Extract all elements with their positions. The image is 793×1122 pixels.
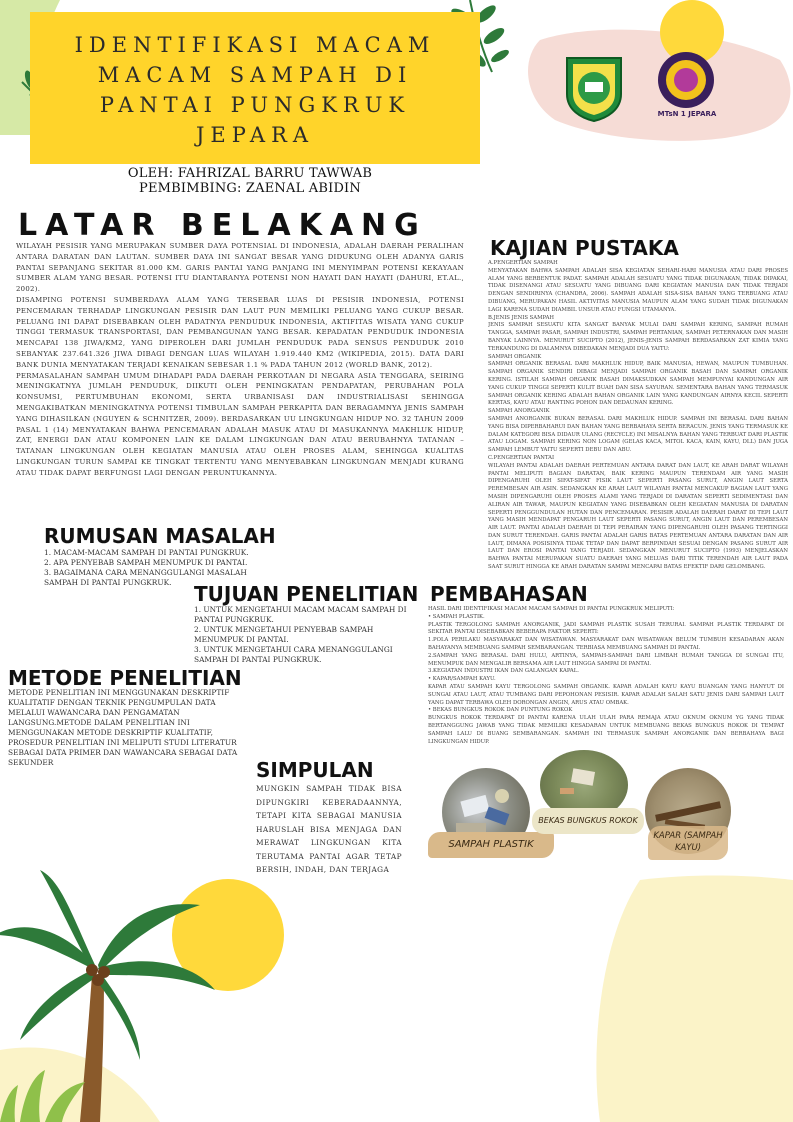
- tujuan-item-3: 3. UNTUK MENGETAHUI CARA MENANGGULANGI SAMPAH DI PANTAI PUNGKRUK.: [194, 645, 393, 664]
- latar-paragraph-3: PERMASALAHAN SAMPAH UMUM DIHADAPI PADA DAERAH PERKOTAAN DI NEGARA ASIA TENGGARA, SEIRING MENINGKATNYA JUMLAH PENDUDUK, DIIKUTI OLEH PENINGKATAN PENDAPATAN, PERUBAHAN POLA KONSUMSI, PERTUMBUHAN EKONOMI, SERTA URBANISASI DAN INDUSTRIALISASI SEHINGGA MENGAKIBATKAN MENINGKATNYA POTENSI TIMBULAN SAMPAH PERKAPITA DAN BERAGAMNYA JENIS SAMPAH YANG DIHASILKAN (NGUYEN & SCHNITZER, 2009). BERDASARKAN UU LINGKUNGAN HIDUP NO. 32 TAHUN 2009 PASAL 1 (14) MENYATAKAN BAHWA PENCEMARAN ADALAH MASUK ATAU DI MASUKANNYA MAKHLUK HIDUP, ZAT, ENERGI DAN ATAU KOMPONEN LAIN KE DALAM LINGKUNGAN DAN ATAU BERUBAHNYA TATANAN – TATANAN LINGKUNGAN OLEH KEGIATAN MANUSIA ATAU OLEH PROSES ALAM, SEHINGGA KUALITAS LINGKUNGAN TURUN SAMPAI KE TINGKAT TERTENTU YANG MENYEBABKAN LINGKUNGAN MENJADI KURANG ATAU TIDAK DAPAT BERFUNGSI LAGI DENGAN PERUNTUKANNYA.: [16, 371, 464, 477]
- pembahasan-text: HASIL DARI IDENTIFIKASI MACAM MACAM SAMPAH DI PANTAI PUNGKRUK MELIPUTI: • SAMPAH PLASTIK. PLASTIK TERGOLONG SAMPAH ANORGANIK, JADI SAMPAH PLASTIK SUSAH TERURAI. SAMPAH PLASTIK TERDAPAT DI SEKITAR PANTAI DISEBABKAN BEBERAPA FAKTOR SEPERTI: 1.POLA PERILAKU MASYARAKAT DAN WISATAWAN. MASYARAKAT DAN WISATAWAN BELUM TUMBUH KESADARAN AKAN BAHAYANYA MEMBUANG SAMPAH SEMBARANGAN. TERBIASA MEMBUANG SAMPAH DI PANTAI. 2.SAMPAH YANG BERASAL DARI HULU, ARTINYA, SAMPAH-SAMPAH DARI LIMBAH RUMAH TANGGA DI SUNGAI ITU, MENUMPUK DAN MENGALIR BERSAMA AIR LAUT HINGGA SAMPAI DI PANTAI. 3.KEGIATAN INDUSTRI IKAN DAN GALANGAN KAPAL. • KAPAR/SAMPAH KAYU. KAPAR ATAU SAMPAH KAYU TERGOLONG SAMPAH ORGANIK. KAPAR ADALAH KAYU KAYU BUANGAN YANG HANYUT DI SUNGAI ATAU LAUT, ATAU TUMBANG DARI PEPOHONAN PESISIR. KAPAR ADALAH SALAH SATU JENIS DARI SAMPAH LAUT YANG DAPAT TERBAWA OLEH DORONGAN ANGIN, ARUS ATAU OMBAK. • BEKAS BUNGKUS ROKOK DAN PUNTUNG ROKOK BUNGKUS ROKOK TERDAPAT DI PANTAI KARENA ULAH ULAH PARA REMAJA ATAU OKNUM OKNUM YG YANG TIDAK BERTANGGUNG JAWAB YANG TIDAK MEMILIKI KESADARAN UNTUK MEMBUANG BEKAS BUNGKUS ROKOK DI TEMPAT SAMPAH LALU DI BUANG SEMBARANGAN. SAMPAH INI TERMASUK SAMPAH ANORGANIK DAN BERBAHAYA BAGI LINGKUNGAN HIDUP.: [428, 606, 784, 745]
- heading-tujuan-penelitian: TUJUAN PENELITIAN: [194, 582, 419, 606]
- heading-simpulan: SIMPULAN: [256, 758, 374, 782]
- heading-pembahasan: PEMBAHASAN: [430, 582, 588, 606]
- simpulan-text: MUNGKIN SAMPAH TIDAK BISA DIPUNGKIRI KEBERADAANNYA, TETAPI KITA SEBAGAI MANUSIA HARUSLAH BISA MENJAGA DAN MERAWAT LINGKUNGAN KITA TERUTAMA PANTAI AGAR TETAP BERSIH, INDAH, DAN TERJAGA: [256, 784, 402, 874]
- label-sampah-plastik: SAMPAH PLASTIK: [448, 839, 534, 850]
- title-banner: [30, 12, 480, 164]
- tujuan-item-2: 2. UNTUK MENGETAHUI PENYEBAB SAMPAH MENUMPUK DI PANTAI.: [194, 625, 374, 644]
- heading-metode-penelitian: METODE PENELITIAN: [8, 666, 242, 690]
- kajian-pustaka-text: A.PENGERTIAN SAMPAH MENYATAKAN BAHWA SAMPAH ADALAH SISA KEGIATAN SEHARI-HARI MANUSIA ATAU DARI PROSES ALAM YANG BERBENTUK PADAT. SAMPAH ADALAH SESUATU YANG TIDAK DIGUNAKAN, TIDAK DIPAKAI, TIDAK DISENANGI ATAU SESUATU YANG DIBUANG DARI KEGIATAN MANUSIA DAN TIDAK TERJADI DENGAN SENDIRINYA (CHANDRA, 2006). SAMPAH ADALAH SISA-SISA BAHAN YANG TERBUANG ATAU DIBUANG, MERUPAKAN HASIL AKTIVITAS MANUSIA MAUPUN ALAM YANG SUDAH TIDAK DIGUNAKAN LAGI KARENA SUDAH DIAMBIL UNSUR ATAU FUNGSI UTAMANYA. B.JENIS JENIS SAMPAH JENIS SAMPAH SESUATU KITA SANGAT BANYAK MULAI DARI SAMPAH KERING, SAMPAH RUMAH TANGGA, SAMPAH PASAR, SAMPAH INDUSTRI, SAMPAH PERTANIAN, SAMPAH PETERNAKAN DAN MASIH BANYAK LAINNYA. MENURUT SUCIPTO (2012), JENIS-JENIS SAMPAH BERDASARKAN ZAT KIMIA YANG TERKANDUNG DI DALAMNYA DIBEDAKAN MENJADI DUA YAITU: SAMPAH ORGANIK SAMPAH ORGANIK BERASAL DARI MAKHLUK HIDUP, BAIK MANUSIA, HEWAN, MAUPUN TUMBUHAN. SAMPAH ORGANIK SENDIRI DIBAGI MENJADI SAMPAH ORGANIK BASAH DAN SAMPAH ORGANIK KERING. ISTILAH SAMPAH ORGANIK BASAH DIMAKSUDKAN SAMPAH MEMPUNYAI KANDUNGAN AIR YANG CUKUP TINGGI SEPERTI KULIT BUAH DAN SISA SAYURAN. SEMENTARA BAHAN YANG TERMASUK SAMPAH ORGANIK KERING ADALAH BAHAN ORGANIK LAIN YANG KANDUNGAN AIRNYA KECIL SEPERTI KERTAS, KAYU ATAU RANTING POHON DAN DEDAUNAN KERING. SAMPAH ANORGANIK SAMPAH ANORGANIK BUKAN BERASAL DARI MAKHLUK HIDUP. SAMPAH INI BERASAL DARI BAHAN YANG BISA DIPERBAHARUI DAN BAHAN YANG BERBAHAYA SERTA BERACUN. JENIS YANG TERMASUK KE DALAM KATEGORI BISA DIDAUR ULANG (RECYCLE) INI MISALNYA BAHAN YANG TERBUAT DARI PLASTIK ATAU LOGAM. SAMPAH KERING NON LOGAM (GELAS KACA, MITOL KACA, KAIN, KAYU, DLL) DAN JUGA SAMPAH LEMBUT YAITU SEPERTI DEBU DAN ABU. C.PENGERTIAN PANTAI WILAYAH PANTAI ADALAH DAERAH PERTEMUAN ANTARA DARAT DAN LAUT, KE ARAH DARAT WILAYAH PANTAI MELIPUTI BAGIAN DARATAN, BAIK KERING MAUPUN TERENDAM AIR YANG MASIH DIPENGARUHI OLEH SIFAT-SIFAT FISIK LAUT SEPERTI PASANG SURUT, ANGIN LAUT SERTA PEREMBESAN AIR ASIN. SEDANGKAN KE ARAH LAUT WILAYAH PANTAI MENCAKUP BAGIAN LAUT YANG MASIH DIPENGARUHI OLEH PROSES ALAMI YANG TERJADI DI DARATAN SEPERTI SEDIMENTASI DAN ALIRAN AIR TAWAR, MAUPUN KEGIATAN YANG DISEBABKAN OLEH KEGIATAN MANUSIA DI DARATAN SEPERTI PENGGUNDULAN HUTAN DAN PENCEMARAN. PESISIR ADALAH DAERAH DARAT DI TEPI LAUT YANG MASIH MENDAPAT PENGARUH LAUT SEPERTI PASANG SURUT, ANGIN LAUT DAN PEREMBESAN AIR LAUT. PANTAI ADALAH DAERAH DI TEPI PERAIRAN YANG DIPENGARUHI OLEH PASANG TERTINGGI DAN SURUT TERENDAH. GARIS PANTAI ADALAH GARIS BATAS PERTEMUAN ANTARA DARATAN DAN AIR LAUT, DIMANA POSISINYA TIDAK TETAP DAN DAPAT BERPINDAH SESUAI DENGAN PASANG SURUT AIR LAUT DAN EROSI PANTAI YANG TERJADI. SEDANGKAN MENURUT SUCIPTO (1993) MENJELASKAN BAHWA PANTAI MERUPAKAN SUATU DAERAH YANG MELUAS DARI TITIK TERENDAH AIR LAUT PADA SAAT SURUT HINGGA KE ARAH DARATAN SAMPAI MENCAPAI BATAS EFEKTIF DARI GELOMBANG.: [488, 260, 788, 571]
- metode-penelitian-text: METODE PENELITIAN INI MENGGUNAKAN DESKRIPTIF KUALITATIF DENGAN TEKNIK PENGUMPULAN DATA MELALUI WAWANCARA DAN PENGAMATAN LANGSUNG.METODE DALAM PENELITIAN INI MENGGUNAKAN METODE DESKRIPTIF KUALITATIF, PROSEDUR PENELITIAN INI MELIPUTI STUDI LITERATUR SEBAGAI DATA PRIMER DAN WAWANCARA SEBAGAI DATA SEKUNDER: [8, 688, 238, 767]
- latar-paragraph-2: DISAMPING POTENSI SUMBERDAYA ALAM YANG TERSEBAR LUAS DI PESISIR INDONESIA, POTENSI PENCEMARAN TERHADAP LINGKUNGAN PESISIR DAN LAUT PUN MEMILIKI PELUANG YANG CUKUP BESAR. PELUANG INI DAPAT DISEBABKAN OLEH PADATNYA PENDUDUK INDONESIA, AKTIFITAS WISATA YANG CUKUP TINGGI TERMASUK TRANSPORTASI, DAN PEMBANGUNAN YANG BESAR. KEPADATAN PENDUDUK INDONESIA MENCAPAI 138 JIWA/KM2, YANG DIPEROLEH DARI JUMLAH PENDUDUK PADA SENSUS PENDUDUK 2010 SEBANYAK 237.641.326 JIWA DIBAGI DENGAN LUAS WILAYAH 1.919.440 KM2 (WIKIPEDIA, 2015). DATA DARI BANK DUNIA MENYATAKAN TERJADI KENAIKAN SEBESAR 1.1 % PADA TAHUN 2012 (WORLD BANK, 2012).: [16, 295, 464, 369]
- label-bekas-bungkus-rokok: BEKAS BUNGKUS ROKOK: [538, 816, 638, 825]
- latar-belakang-text: [16, 241, 464, 479]
- rumusan-item-3: 3. BAGAIMANA CARA MENANGGULANGI MASALAH SAMPAH DI PANTAI PUNGKRUK.: [44, 568, 247, 587]
- heading-rumusan-masalah: RUMUSAN MASALAH: [44, 524, 276, 548]
- rumusan-item-1: 1. MACAM-MACAM SAMPAH DI PANTAI PUNGKRUK.: [44, 548, 249, 557]
- heading-kajian-pustaka: KAJIAN PUSTAKA: [490, 236, 679, 260]
- page-title: IDENTIFIKASI MACAM MACAM SAMPAH DI PANTAI PUNGKRUK JEPARA: [74, 33, 436, 147]
- author-name: OLEH: FAHRIZAL BARRU TAWWAB: [127, 166, 373, 181]
- rumusan-item-2: 2. APA PENYEBAB SAMPAH MENUMPUK DI PANTAI.: [44, 558, 248, 567]
- mtsn-logo-caption: MTsN 1 JEPARA: [657, 110, 717, 118]
- sand-blob-bottom-right: [596, 876, 793, 1122]
- madrasah-literasi-logo: [563, 54, 625, 122]
- mtsn-1-jepara-logo: [650, 50, 722, 116]
- supervisor-name: PEMBIMBING: ZAENAL ABIDIN: [139, 181, 361, 196]
- tujuan-penelitian-list: [194, 605, 419, 665]
- label-kapar-sampah-kayu: KAPAR (SAMPAH KAYU): [653, 831, 723, 853]
- author-block: [60, 166, 440, 196]
- tujuan-item-1: 1. UNTUK MENGETAHUI MACAM MACAM SAMPAH DI PANTAI PUNGKRUK.: [194, 605, 407, 624]
- heading-latar-belakang: LATAR BELAKANG: [18, 208, 427, 243]
- latar-paragraph-1: WILAYAH PESISIR YANG MERUPAKAN SUMBER DAYA POTENSIAL DI INDONESIA, ADALAH DAERAH PERALIHAN ANTARA DARATAN DAN LAUTAN. SUMBER DAYA INI SANGAT BESAR YANG DIDUKUNG OLEH ADANYA GARIS PANTAI SEPANJANG SEKITAR 81.000 KM. GARIS PANTAI YANG PANJANG INI MENYIMPAN POTENSI KEKAYAAN SUMBER ALAM YANG BESAR. POTENSI ITU DIANTARANYA POTENSI NON HAYATI DAN HAYATI (DAHURI, ET.AL., 2002).: [16, 242, 464, 294]
